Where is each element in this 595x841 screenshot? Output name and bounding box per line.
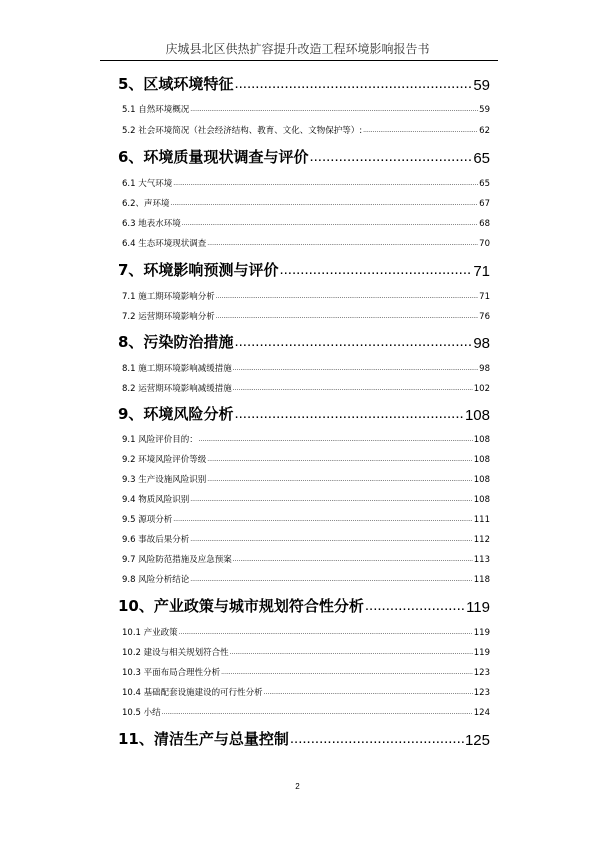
- toc-dot-leader: [199, 434, 473, 445]
- toc-entry-page-number: 111: [473, 515, 490, 525]
- toc-dot-leader: [216, 311, 478, 322]
- toc-entry-title: 9.2 环境风险评价等级: [122, 455, 207, 465]
- toc-chapter-entry[interactable]: [118, 594, 490, 616]
- toc-chapter-entry[interactable]: [118, 402, 490, 424]
- toc-entry-page-number: 123: [473, 688, 490, 698]
- toc-entry-title: 10.2 建设与相关规划符合性: [122, 648, 229, 658]
- toc-entry-title: 10.4 基础配套设施建设的可行性分析: [122, 688, 263, 698]
- toc-chapter-entry[interactable]: [118, 145, 490, 167]
- toc-entry-page-number: 62: [479, 126, 490, 136]
- toc-entry-page-number: 108: [473, 495, 490, 505]
- toc-entry-page-number: 98: [479, 364, 490, 374]
- toc-entry-title: 9.3 生产设施风险识别: [122, 475, 207, 485]
- toc-entry-page-number: 68: [479, 219, 490, 229]
- toc-dot-leader: [363, 125, 478, 136]
- toc-entry-title: 10.5 小结: [122, 708, 161, 718]
- toc-chapter-entry[interactable]: [118, 72, 490, 94]
- toc-entry-page-number: 125: [464, 732, 490, 749]
- toc-entry-page-number: 108: [473, 435, 490, 445]
- toc-dot-leader: [234, 76, 472, 94]
- toc-entry-page-number: 108: [473, 475, 490, 485]
- toc-entry-title: 6.1 大气环境: [122, 179, 173, 189]
- toc-entry-title: 10.3 平面布局合理性分析: [122, 668, 221, 678]
- toc-dot-leader: [264, 687, 473, 698]
- toc-entry-page-number: 59: [479, 105, 490, 115]
- toc-entry-title: 7.2 运营期环境影响分析: [122, 312, 215, 322]
- toc-section-entry[interactable]: [122, 432, 490, 445]
- toc-entry-page-number: 70: [479, 239, 490, 249]
- toc-entry-title: 10.1 产业政策: [122, 628, 178, 638]
- toc-dot-leader: [309, 149, 472, 167]
- toc-entry-page-number: 71: [473, 263, 490, 280]
- toc-entry-title: 8、污染防治措施: [118, 333, 234, 351]
- toc-section-entry[interactable]: [122, 685, 490, 698]
- toc-entry-title: 7、环境影响预测与评价: [118, 261, 279, 279]
- toc-section-entry[interactable]: [122, 102, 490, 115]
- toc-entry-title: 9.1 风险评价目的：: [122, 435, 198, 445]
- toc-dot-leader: [173, 178, 478, 189]
- toc-dot-leader: [182, 218, 478, 229]
- toc-dot-leader: [190, 104, 478, 115]
- toc-entry-title: 9.5 源项分析: [122, 515, 173, 525]
- toc-section-entry[interactable]: [122, 236, 490, 249]
- toc-section-entry[interactable]: [122, 492, 490, 505]
- toc-entry-page-number: 98: [473, 335, 490, 352]
- toc-section-entry[interactable]: [122, 572, 490, 585]
- toc-section-entry[interactable]: [122, 532, 490, 545]
- toc-chapter-entry[interactable]: [118, 330, 490, 352]
- toc-entry-page-number: 113: [473, 555, 490, 565]
- toc-entry-title: 5.2 社会环境简况（社会经济结构、教育、文化、文物保护等）:: [122, 126, 363, 136]
- toc-section-entry[interactable]: [122, 381, 490, 394]
- toc-chapter-entry[interactable]: [118, 727, 490, 749]
- toc-entry-title: 5.1 自然环境概况: [122, 105, 190, 115]
- page-header: 庆城县北区供热扩容提升改造工程环境影响报告书: [165, 42, 430, 56]
- toc-entry-title: 9、环境风险分析: [118, 405, 234, 423]
- toc-section-entry[interactable]: [122, 645, 490, 658]
- toc-section-entry[interactable]: [122, 123, 490, 136]
- toc-entry-title: 6、环境质量现状调查与评价: [118, 148, 309, 166]
- toc-entry-title: 6.2、声环境: [122, 199, 170, 209]
- toc-entry-title: 9.7 风险防范措施及应急预案: [122, 555, 232, 565]
- toc-entry-page-number: 59: [473, 77, 490, 94]
- toc-dot-leader: [207, 474, 473, 485]
- toc-section-entry[interactable]: [122, 216, 490, 229]
- toc-section-entry[interactable]: [122, 472, 490, 485]
- toc-dot-leader: [230, 647, 473, 658]
- toc-entry-page-number: 108: [464, 407, 490, 424]
- toc-dot-leader: [179, 627, 473, 638]
- toc-entry-page-number: 119: [473, 648, 490, 658]
- toc-entry-page-number: 119: [473, 628, 490, 638]
- toc-entry-page-number: 76: [479, 312, 490, 322]
- toc-entry-page-number: 119: [466, 599, 490, 616]
- toc-dot-leader: [234, 334, 472, 352]
- toc-entry-title: 9.4 物质风险识别: [122, 495, 190, 505]
- toc-entry-title: 9.6 事故后果分析: [122, 535, 190, 545]
- toc-entry-title: 5、区域环境特征: [118, 75, 234, 93]
- toc-dot-leader: [171, 198, 479, 209]
- toc-dot-leader: [290, 731, 464, 749]
- toc-entry-page-number: 67: [479, 199, 490, 209]
- toc-dot-leader: [162, 707, 473, 718]
- toc-entry-title: 7.1 施工期环境影响分析: [122, 292, 215, 302]
- toc-dot-leader: [279, 262, 472, 280]
- toc-section-entry[interactable]: [122, 309, 490, 322]
- toc-entry-page-number: 124: [473, 708, 490, 718]
- toc-entry-page-number: 65: [473, 150, 490, 167]
- toc-section-entry[interactable]: [122, 705, 490, 718]
- toc-dot-leader: [207, 454, 473, 465]
- toc-entry-page-number: 71: [479, 292, 490, 302]
- toc-dot-leader: [190, 534, 473, 545]
- toc-dot-leader: [234, 406, 464, 424]
- toc-dot-leader: [233, 554, 473, 565]
- toc-entry-page-number: 108: [473, 455, 490, 465]
- toc-entry-title: 10、产业政策与城市规划符合性分析: [118, 597, 364, 615]
- toc-dot-leader: [365, 598, 465, 616]
- toc-dot-leader: [190, 574, 473, 585]
- toc-section-entry[interactable]: [122, 289, 490, 302]
- page-number: 2: [295, 782, 300, 791]
- toc-entry-page-number: 102: [473, 384, 490, 394]
- toc-entry-title: 6.4 生态环境现状调查: [122, 239, 207, 249]
- toc-entry-title: 11、清洁生产与总量控制: [118, 730, 289, 748]
- toc-entry-title: 6.3 地表水环境: [122, 219, 181, 229]
- toc-entry-page-number: 65: [479, 179, 490, 189]
- toc-entry-title: 8.1 施工期环境影响减缓措施: [122, 364, 232, 374]
- toc-dot-leader: [233, 383, 473, 394]
- toc-section-entry[interactable]: [122, 512, 490, 525]
- toc-section-entry[interactable]: [122, 625, 490, 638]
- toc-entry-title: 8.2 运营期环境影响减缓措施: [122, 384, 232, 394]
- toc-section-entry[interactable]: [122, 176, 490, 189]
- toc-dot-leader: [190, 494, 473, 505]
- toc-dot-leader: [221, 667, 473, 678]
- toc-section-entry[interactable]: [122, 552, 490, 565]
- toc-entry-page-number: 112: [473, 535, 490, 545]
- toc-dot-leader: [233, 363, 478, 374]
- toc-chapter-entry[interactable]: [118, 258, 490, 280]
- toc-dot-leader: [216, 291, 478, 302]
- toc-section-entry[interactable]: [122, 452, 490, 465]
- toc-section-entry[interactable]: [122, 665, 490, 678]
- toc-entry-title: 9.8 风险分析结论: [122, 575, 190, 585]
- toc-dot-leader: [207, 238, 478, 249]
- toc-section-entry[interactable]: [122, 196, 490, 209]
- toc-dot-leader: [173, 514, 473, 525]
- toc-section-entry[interactable]: [122, 361, 490, 374]
- toc-entry-page-number: 123: [473, 668, 490, 678]
- toc-entry-page-number: 118: [473, 575, 490, 585]
